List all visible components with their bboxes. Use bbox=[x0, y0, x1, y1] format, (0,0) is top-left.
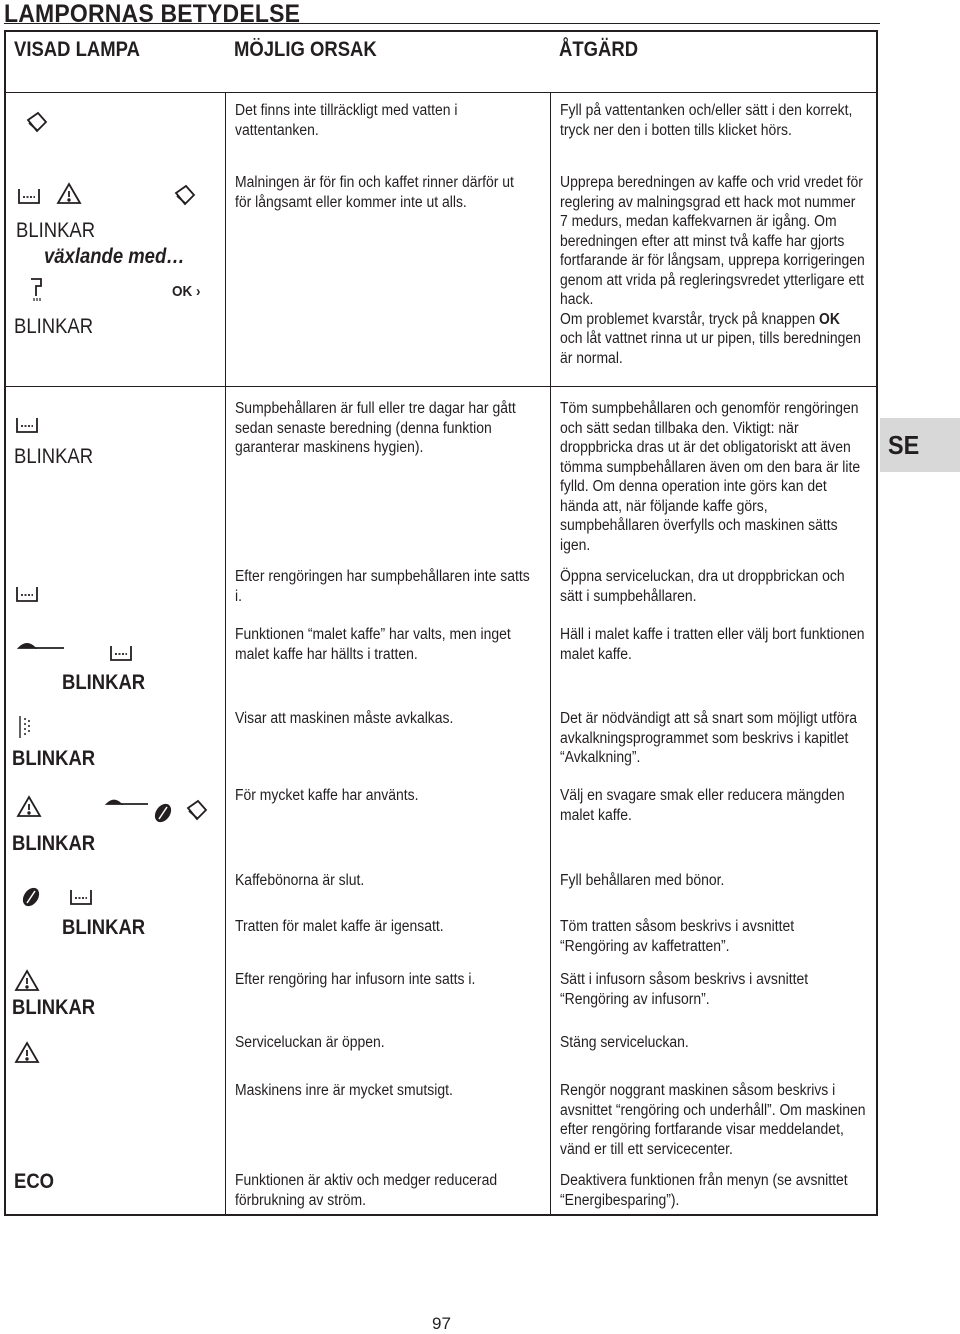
action-text: Töm tratten såsom beskrivs i avsnittet “Rengöring av kaffetratten”. bbox=[560, 918, 795, 955]
lamp-status-label: BLINKAR bbox=[12, 832, 96, 855]
coffee-bean-icon bbox=[150, 800, 176, 826]
warning-icon bbox=[14, 1040, 40, 1066]
cause-text: Malningen är för fin och kaffet rinner därför ut för långsamt eller kommer inte ut alls. bbox=[235, 174, 514, 211]
cause-text: Kaffebönorna är slut. bbox=[235, 872, 365, 889]
descale-icon bbox=[12, 714, 38, 740]
action-text: Upprepa beredningen av kaffe och vrid vredet för reglering av malningsgrad ett hack mot nummer 7 medurs, medan kaffekvarnen är igång. Om beredningen efter att minst två kaffe har gjorts fortfarande är för långsam, upprepa korrigeringen genom att vrida på regleringsvredet ytterligare ett hack. Om problemet kvarstår, tryck på knappen OK och låt vattnet rinna ut ur pipen, tills beredningen är normal. bbox=[560, 174, 865, 367]
lamp-status-label: BLINKAR bbox=[16, 219, 96, 242]
grounds-container-icon bbox=[108, 640, 134, 666]
lamp-status-label: BLINKAR bbox=[62, 671, 146, 694]
lamp-status-label: BLINKAR bbox=[62, 916, 146, 939]
warning-icon bbox=[56, 181, 82, 207]
page-title: LAMPORNAS BETYDELSE bbox=[4, 0, 301, 28]
water-tank-icon bbox=[184, 798, 210, 824]
column-divider bbox=[550, 92, 551, 1214]
cause-text: För mycket kaffe har använts. bbox=[235, 787, 419, 804]
header-action: ÅTGÄRD bbox=[559, 38, 639, 61]
cause-text: Visar att maskinen måste avkalkas. bbox=[235, 710, 454, 727]
grounds-container-icon bbox=[14, 581, 40, 607]
action-text: Öppna serviceluckan, dra ut droppbrickan och sätt i sumpbehållaren. bbox=[560, 568, 845, 605]
page-number: 97 bbox=[432, 1314, 451, 1333]
grounds-container-icon bbox=[14, 412, 40, 438]
action-text: Stäng serviceluckan. bbox=[560, 1034, 689, 1051]
action-text: Det är nödvändigt att så snart som möjligt utföra avkalkningsprogrammet som beskrivs i kapitlet “Avkalkning”. bbox=[560, 710, 857, 766]
cause-text: Tratten för malet kaffe är igensatt. bbox=[235, 918, 444, 935]
action-text: Fyll på vattentanken och/eller sätt i den korrekt, tryck ner den i botten tills klicket hörs. bbox=[560, 102, 853, 139]
cause-text: Serviceluckan är öppen. bbox=[235, 1034, 385, 1051]
cause-text: Efter rengöring har infusorn inte satts i. bbox=[235, 971, 476, 988]
cause-text: Efter rengöringen har sumpbehållaren inte satts i. bbox=[235, 568, 530, 605]
cause-text: Sumpbehållaren är full eller tre dagar har gått sedan senaste beredning (denna funktion garanterar maskinens hygien). bbox=[235, 400, 516, 456]
measuring-scoop-icon bbox=[16, 636, 68, 662]
cause-text: Funktionen “malet kaffe” har valts, men inget malet kaffe har hällts i tratten. bbox=[235, 626, 511, 663]
action-text: Sätt i infusorn såsom beskrivs i avsnittet “Rengöring av infusorn”. bbox=[560, 971, 809, 1008]
water-tank-icon bbox=[24, 110, 50, 136]
title-rule bbox=[4, 23, 880, 24]
cause-text: Funktionen är aktiv och medger reducerad förbrukning av ström. bbox=[235, 1172, 498, 1209]
grounds-container-icon bbox=[68, 884, 94, 910]
lamp-status-label: BLINKAR bbox=[12, 747, 96, 770]
warning-icon bbox=[14, 968, 40, 994]
action-text: Töm sumpbehållaren och genomför rengöringen och sätt sedan tillbaka den. Viktigt: när droppbricka dras ut är det obligatoriskt att även tömma sumpbehållaren även om den bara är lite fylld. Om denna operation inte görs kan det hända att, när följande kaffe görs, sumpbehållaren överfylls och maskinen sätts igen. bbox=[560, 400, 861, 554]
lamp-status-label: BLINKAR bbox=[14, 445, 94, 468]
cause-text: Det finns inte tillräckligt med vatten i vattentanken. bbox=[235, 102, 458, 139]
coffee-bean-icon bbox=[18, 884, 44, 910]
action-text: Välj en svagare smak eller reducera mängden malet kaffe. bbox=[560, 787, 845, 824]
action-text: Deaktivera funktionen från menyn (se avsnittet “Energibesparing”). bbox=[560, 1172, 848, 1209]
header-rule bbox=[6, 92, 876, 93]
grounds-container-icon bbox=[16, 183, 42, 209]
steam-spout-icon bbox=[26, 276, 52, 302]
lamp-status-label: BLINKAR bbox=[14, 315, 94, 338]
column-divider bbox=[225, 92, 226, 1214]
water-tank-icon bbox=[172, 183, 198, 209]
measuring-scoop-icon bbox=[104, 792, 152, 818]
group-divider bbox=[6, 386, 876, 387]
header-lamp: VISAD LAMPA bbox=[14, 38, 140, 61]
header-cause: MÖJLIG ORSAK bbox=[234, 38, 377, 61]
alternating-label: växlande med… bbox=[44, 245, 185, 268]
ok-label: OK › bbox=[172, 283, 201, 300]
cause-text: Maskinens inre är mycket smutsigt. bbox=[235, 1082, 453, 1099]
language-tab: SE bbox=[880, 418, 960, 472]
action-text: Fyll behållaren med bönor. bbox=[560, 872, 725, 889]
action-text: Häll i malet kaffe i tratten eller välj bort funktionen malet kaffe. bbox=[560, 626, 865, 663]
eco-label: ECO bbox=[14, 1170, 55, 1193]
warning-icon bbox=[16, 794, 42, 820]
action-text: Rengör noggrant maskinen såsom beskrivs i avsnittet “rengöring och underhåll”. Om maskinen efter rengöring fortfarande visar meddelandet, vänd er till ett servicecenter. bbox=[560, 1082, 866, 1158]
lamp-status-label: BLINKAR bbox=[12, 996, 96, 1019]
